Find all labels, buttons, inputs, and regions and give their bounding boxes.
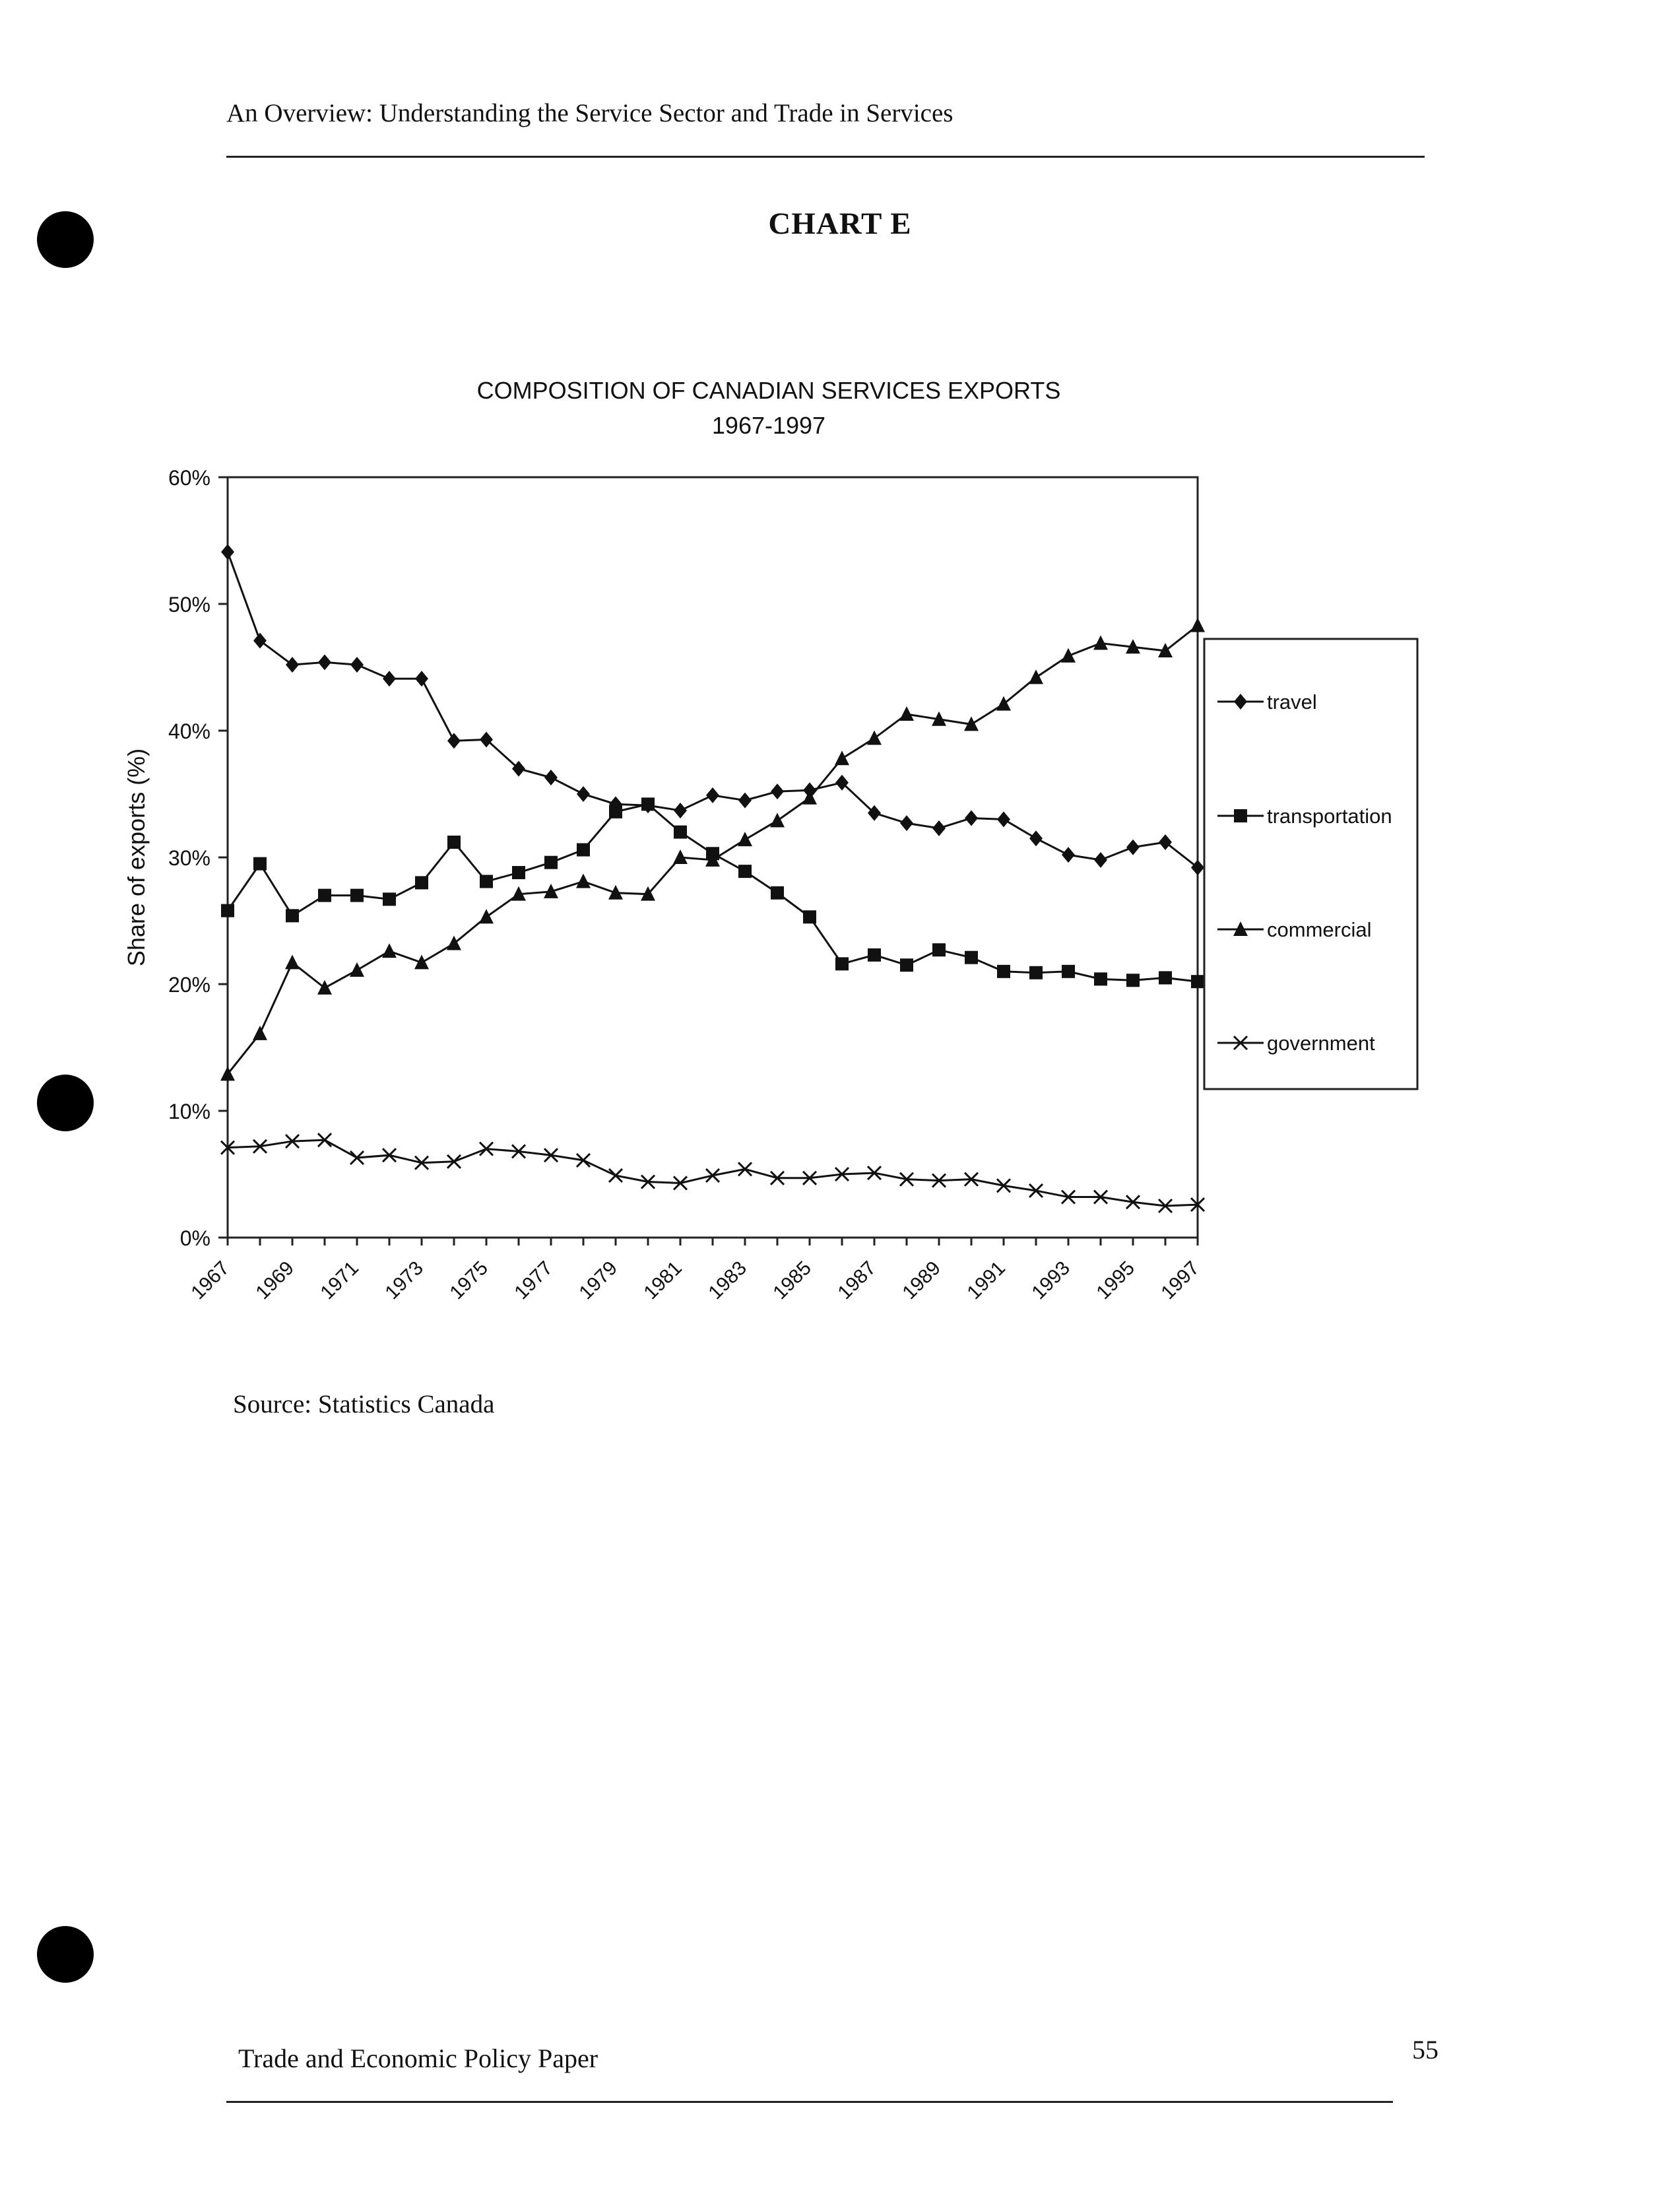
x-tick-label: 1987 <box>833 1257 880 1304</box>
series-transportation <box>221 797 1204 988</box>
commercial-point <box>317 980 332 995</box>
travel-point <box>577 786 590 802</box>
legend-label: commercial <box>1267 918 1372 941</box>
transportation-point <box>771 886 784 900</box>
transportation-point <box>544 856 558 869</box>
travel-point <box>900 815 913 831</box>
travel-point <box>286 657 299 673</box>
commercial-point <box>479 909 494 923</box>
travel-point <box>738 793 752 809</box>
travel-point <box>480 731 493 747</box>
y-tick-label: 0% <box>179 1226 210 1250</box>
travel-point <box>706 787 719 803</box>
travel-point <box>1159 834 1172 850</box>
commercial-point <box>414 954 429 969</box>
travel-point <box>1126 840 1140 855</box>
transportation-point <box>997 965 1010 978</box>
x-axis <box>187 1238 1204 1304</box>
x-tick-label: 1991 <box>963 1257 1010 1304</box>
transportation-point <box>932 943 946 956</box>
legend-label: government <box>1267 1032 1375 1055</box>
commercial-point <box>899 706 914 721</box>
travel-point <box>221 544 234 560</box>
transportation-point <box>480 875 493 888</box>
legend-marker-square <box>1234 809 1247 822</box>
transportation-point <box>674 826 687 839</box>
transportation-point <box>447 836 461 849</box>
transportation-point <box>1029 966 1043 980</box>
travel-point <box>318 654 331 670</box>
transportation-point <box>641 797 655 811</box>
commercial-point <box>835 750 849 765</box>
transportation-point <box>900 958 913 972</box>
x-tick-label: 1989 <box>898 1257 945 1304</box>
commercial-point <box>285 954 300 969</box>
transportation-point <box>1094 972 1107 985</box>
x-tick-label: 1995 <box>1092 1257 1139 1304</box>
transportation-point <box>835 957 849 970</box>
travel-point <box>1029 830 1043 846</box>
x-tick-label: 1969 <box>251 1257 298 1304</box>
travel-point <box>447 733 461 748</box>
chart-subtitle: 1967-1997 <box>711 412 826 439</box>
y-tick-label: 50% <box>168 593 210 616</box>
government-line <box>228 1140 1198 1206</box>
chart-title: COMPOSITION OF CANADIAN SERVICES EXPORTS <box>476 377 1061 404</box>
travel-point <box>1062 847 1075 863</box>
commercial-point <box>576 873 591 888</box>
travel-point <box>253 633 267 649</box>
commercial-point <box>996 696 1011 711</box>
transportation-point <box>609 805 622 818</box>
legend-label: travel <box>1267 690 1317 714</box>
travel-point <box>932 820 946 836</box>
commercial-point <box>253 1026 267 1040</box>
travel-point <box>771 783 784 799</box>
commercial-point <box>867 731 882 745</box>
commercial-point <box>447 936 461 950</box>
transportation-point <box>803 910 816 923</box>
transportation-line <box>228 804 1198 981</box>
travel-line <box>228 552 1198 867</box>
travel-point <box>674 803 687 818</box>
x-tick-label: 1973 <box>381 1257 428 1304</box>
source-note: Source: Statistics Canada <box>233 1390 495 1418</box>
transportation-point <box>965 951 978 964</box>
travel-point <box>350 657 364 673</box>
x-tick-label: 1975 <box>445 1257 492 1304</box>
transportation-point <box>383 892 396 906</box>
travel-point <box>512 761 525 777</box>
travel-point <box>997 811 1010 827</box>
travel-point <box>544 770 558 785</box>
transportation-point <box>577 843 590 856</box>
footer-title: Trade and Economic Policy Paper <box>238 2043 598 2073</box>
transportation-point <box>253 857 267 871</box>
x-tick-label: 1981 <box>639 1257 686 1304</box>
transportation-point <box>415 876 428 889</box>
series-layer <box>220 544 1205 1212</box>
transportation-point <box>221 904 234 917</box>
series-government <box>221 1133 1204 1212</box>
x-tick-label: 1977 <box>510 1257 557 1304</box>
transportation-point <box>318 889 331 902</box>
transportation-point <box>350 889 364 902</box>
transportation-point <box>738 865 752 878</box>
commercial-point <box>1190 618 1205 632</box>
y-tick-label: 30% <box>168 846 210 870</box>
page-header-title: An Overview: Understanding the Service Sector and Trade in Services <box>226 99 953 127</box>
footer-rule <box>226 2101 1393 2103</box>
y-tick-label: 60% <box>168 466 210 490</box>
transportation-point <box>1062 965 1075 978</box>
commercial-point <box>1029 669 1043 684</box>
commercial-point <box>350 962 364 977</box>
commercial-point <box>770 813 785 827</box>
legend-label: transportation <box>1267 805 1392 828</box>
transportation-point <box>512 866 525 879</box>
transportation-point <box>1126 974 1140 987</box>
x-tick-label: 1985 <box>769 1257 816 1304</box>
travel-point <box>1094 852 1107 868</box>
y-tick-label: 40% <box>168 719 210 743</box>
transportation-point <box>1191 975 1204 988</box>
travel-point <box>1191 859 1204 875</box>
transportation-point <box>286 909 299 922</box>
travel-point <box>965 810 978 826</box>
travel-point <box>415 671 428 686</box>
commercial-point <box>1061 648 1076 663</box>
page-number: 55 <box>1412 2035 1438 2065</box>
transportation-point <box>868 948 881 962</box>
y-axis-label: Share of exports (%) <box>123 748 150 967</box>
x-tick-label: 1983 <box>704 1257 751 1304</box>
x-tick-label: 1993 <box>1027 1257 1074 1304</box>
travel-point <box>383 671 396 686</box>
commercial-point <box>673 849 688 864</box>
transportation-point <box>1159 971 1172 984</box>
x-tick-label: 1971 <box>316 1257 363 1304</box>
y-tick-label: 10% <box>168 1100 210 1123</box>
x-tick-label: 1979 <box>575 1257 622 1304</box>
commercial-point <box>382 943 397 958</box>
commercial-point <box>1093 636 1108 650</box>
x-tick-label: 1997 <box>1157 1257 1204 1304</box>
commercial-point <box>738 832 752 846</box>
x-tick-label: 1967 <box>187 1257 234 1304</box>
series-travel <box>221 544 1204 875</box>
chart-label: CHART E <box>768 207 912 241</box>
y-tick-label: 20% <box>168 973 210 997</box>
y-axis <box>168 466 228 1250</box>
